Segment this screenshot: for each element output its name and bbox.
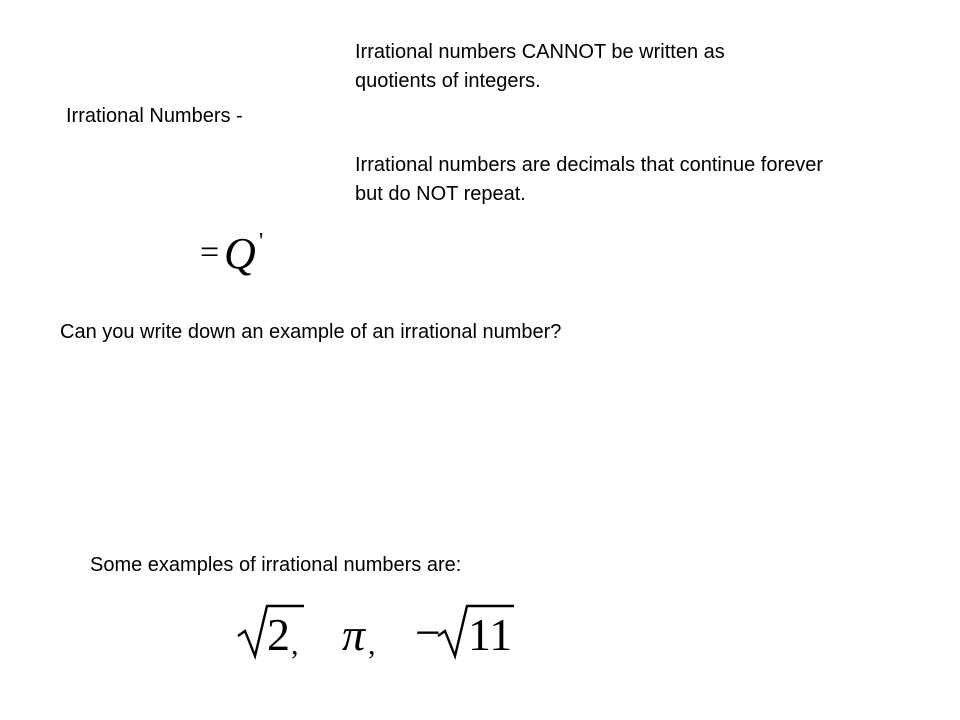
example-question: Can you write down an example of an irrational number?	[60, 321, 562, 343]
comma-separator: ,	[368, 628, 376, 661]
q-prime-symbol	[195, 226, 285, 276]
radicand-eleven: 11	[468, 609, 513, 660]
equals-sign: =	[200, 234, 220, 271]
radicand-two: 2	[267, 609, 290, 660]
definition-decimals: Irrational numbers are decimals that continue forever but do NOT repeat.	[355, 154, 824, 205]
comma-separator: ,	[291, 628, 299, 661]
examples-intro: Some examples of irrational numbers are:	[90, 554, 462, 576]
slide-title: Irrational Numbers -	[66, 105, 243, 127]
q-letter: Q	[224, 229, 256, 278]
minus-sign: −	[415, 607, 441, 658]
definition-quotients: Irrational numbers CANNOT be written as quotients of integers.	[355, 41, 725, 92]
irrational-examples	[232, 598, 532, 668]
prime-mark: '	[259, 229, 264, 255]
pi-symbol: π	[342, 609, 366, 660]
